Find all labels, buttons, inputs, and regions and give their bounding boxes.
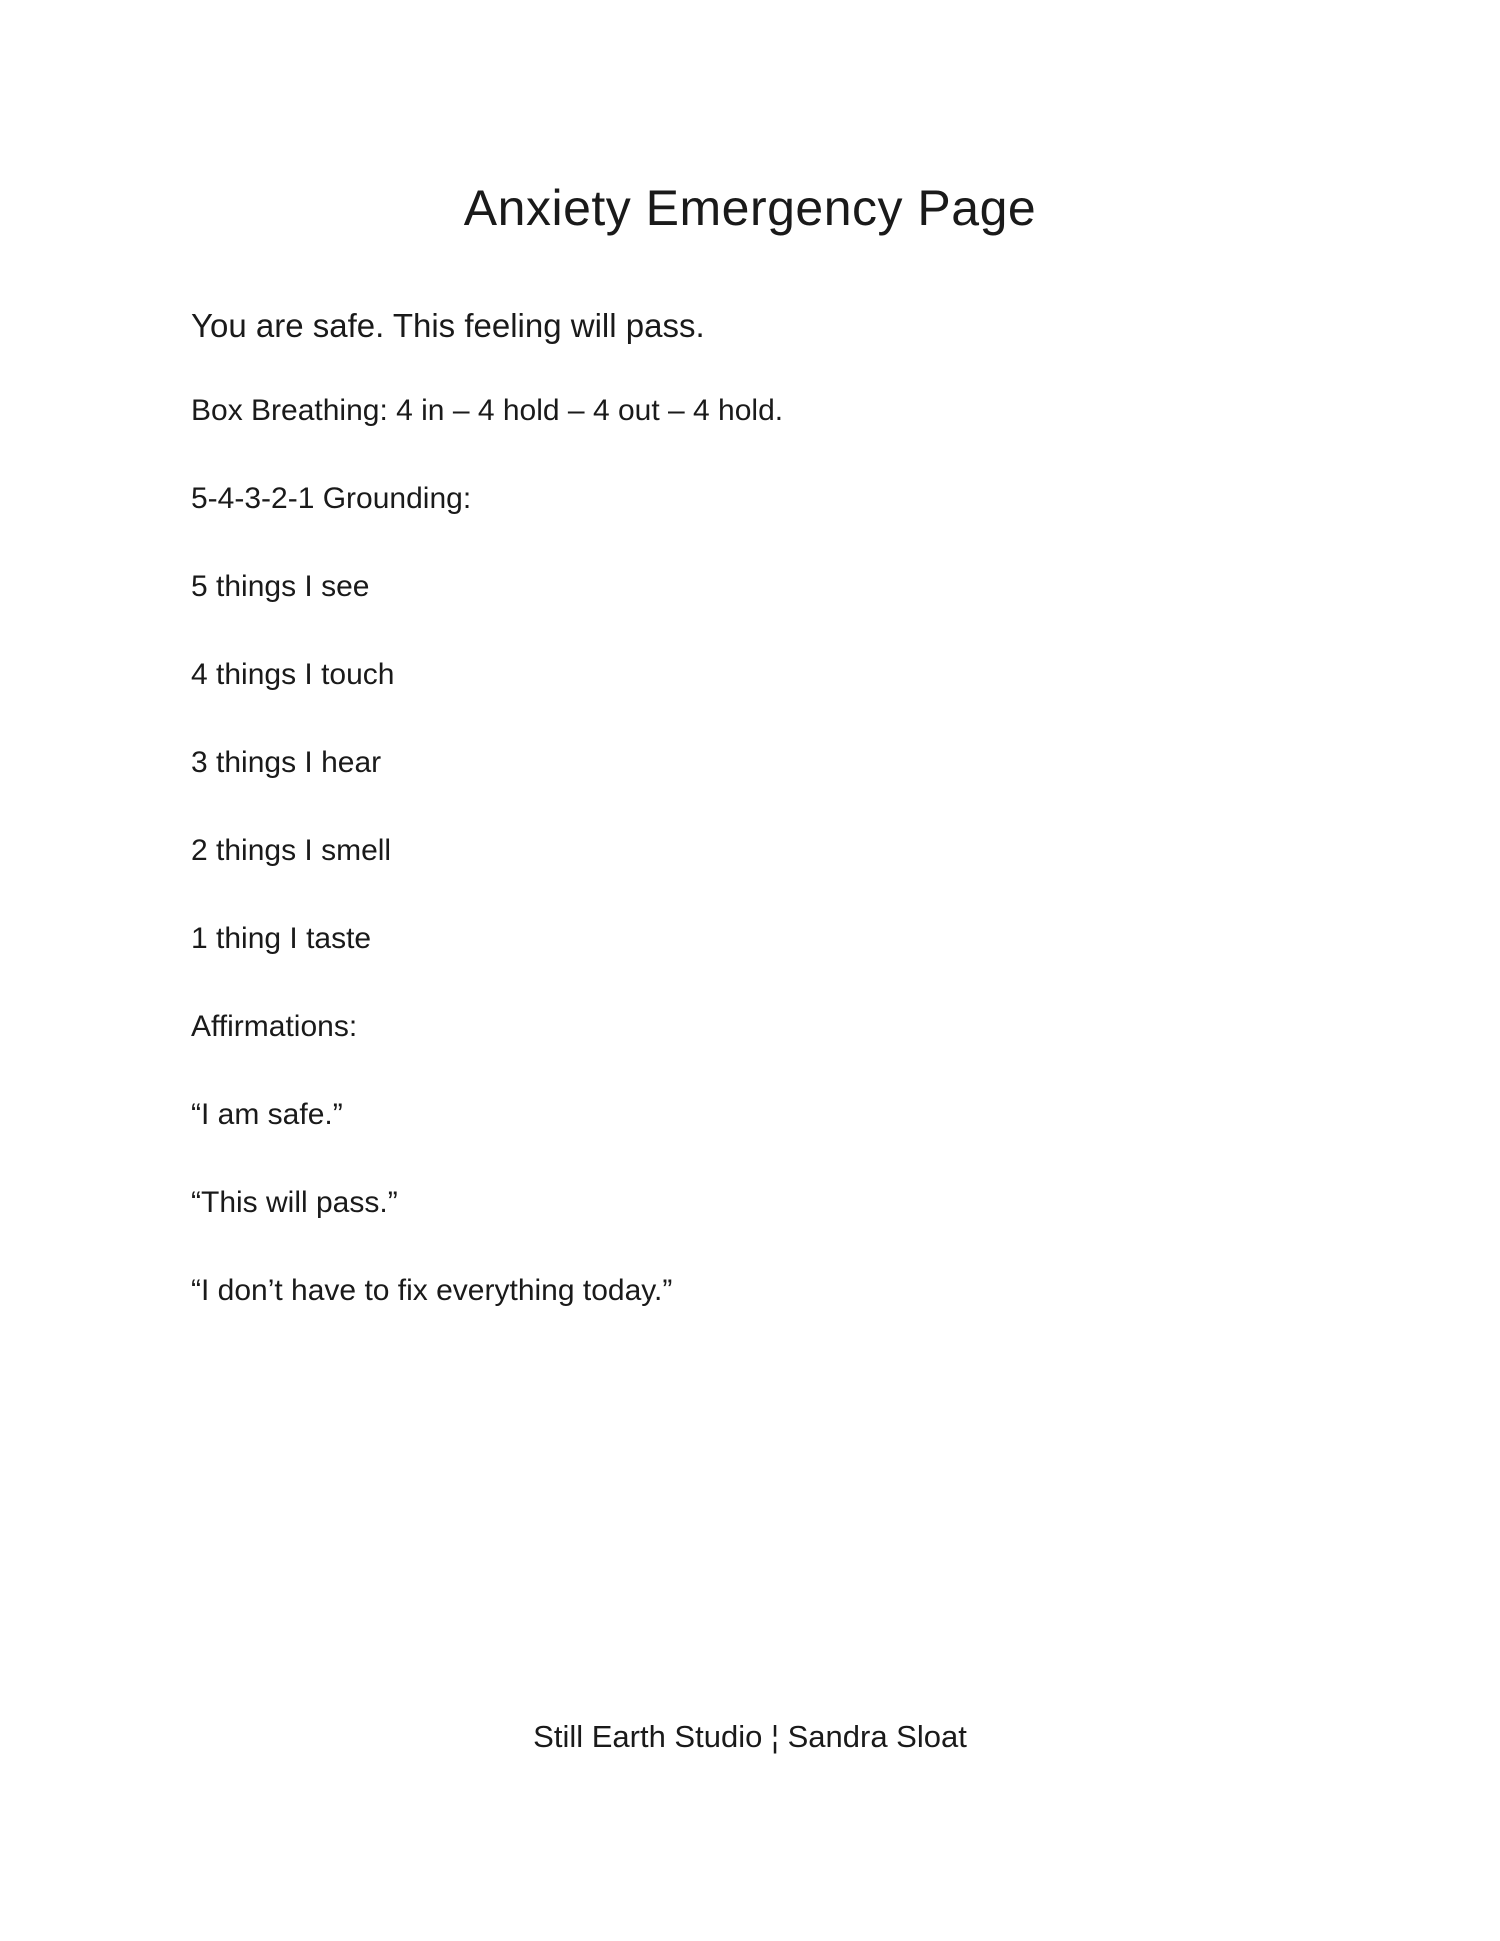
affirmation-item: “This will pass.” [191,1186,398,1219]
grounding-item: 1 thing I taste [191,922,372,955]
grounding-item: 2 things I smell [191,834,392,867]
affirmation-item: “I am safe.” [191,1098,343,1131]
grounding-heading: 5-4-3-2-1 Grounding: [191,482,472,515]
intro-text: You are safe. This feeling will pass. [191,307,705,344]
grounding-item: 5 things I see [191,570,370,603]
grounding-item: 3 things I hear [191,746,382,779]
grounding-item: 4 things I touch [191,658,395,691]
box-breathing-text: Box Breathing: 4 in – 4 hold – 4 out – 4 hold. [191,394,784,427]
affirmation-item: “I don’t have to fix everything today.” [191,1274,673,1307]
footer-credit: Still Earth Studio ¦ Sandra Sloat [533,1719,967,1754]
affirmations-heading: Affirmations: [191,1010,358,1043]
page-title: Anxiety Emergency Page [463,180,1037,236]
